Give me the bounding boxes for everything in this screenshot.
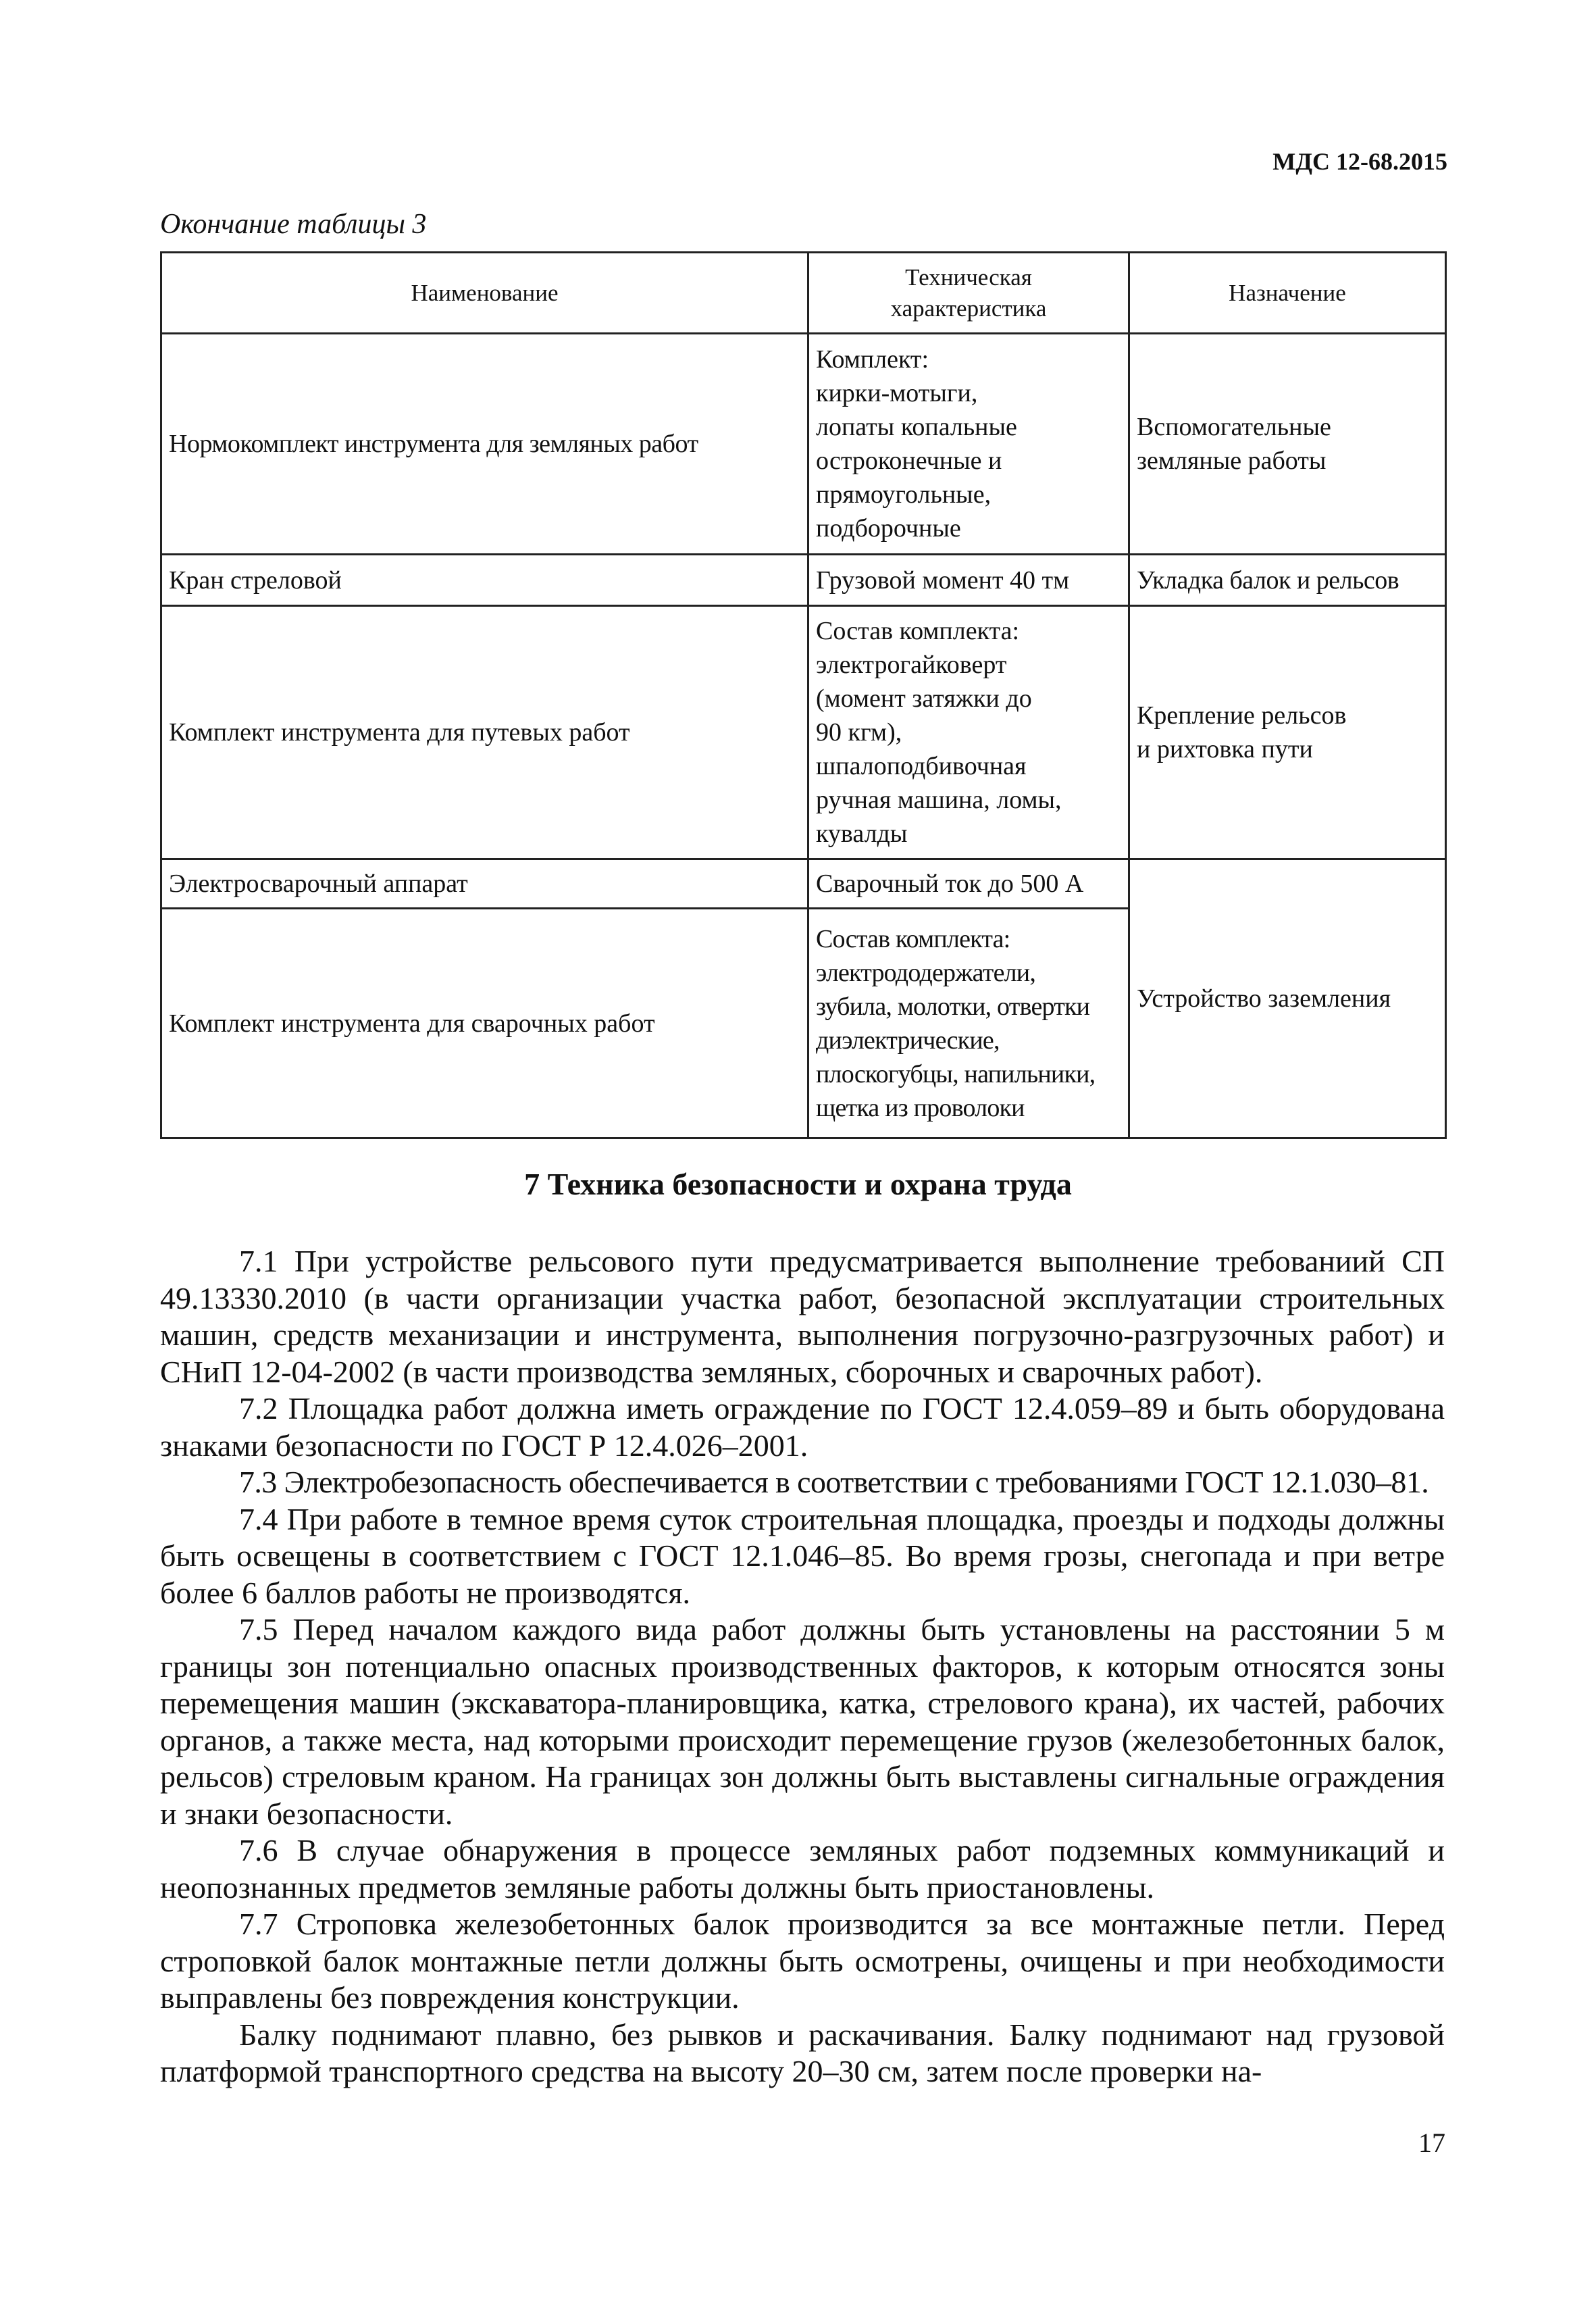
cell-spec: Состав комплекта: электрогайковерт (момент затяжки до 90 кгм), шпалоподбивочная ручная машина, ломы, кувалды — [808, 606, 1129, 859]
cell-purpose: Вспомогательные земляные работы — [1129, 334, 1446, 555]
table-row — [161, 606, 1446, 859]
cell-spec: Состав комплекта: электрододержатели, зубила, молотки, отвертки диэлектрические, плоскогубцы, напильники, щетка из проволоки — [808, 909, 1129, 1138]
section-body — [160, 1243, 1445, 2090]
paragraph-7-1: 7.1 При устройстве рельсового пути предусматривается выполнение требованиий СП 49.13330.2010 (в части организации участка работ, безопасной эксплуатации строительных машин, средств механизации и инструмента, выполнения погрузочно-разгрузочных работ) и СНиП 12-04-2002 (в части производства земляных, сборочных и сварочных работ). — [160, 1244, 1445, 1389]
paragraph-7-7-continued: Балку поднимают плавно, без рывков и раскачивания. Балку поднимают над грузовой платформой транспортного средства на высоту 20–30 см, затем после проверки на- — [160, 2017, 1445, 2088]
cell-name: Нормокомплект инструмента для земляных работ — [161, 334, 808, 555]
paragraph-7-3: 7.3 Электробезопасность обеспечивается в соответствии с требованиями ГОСТ 12.1.030–81. — [239, 1465, 1429, 1499]
cell-purpose: Крепление рельсов и рихтовка пути — [1129, 606, 1446, 859]
column-header-purpose: Назначение — [1129, 253, 1446, 334]
cell-name: Комплект инструмента для путевых работ — [161, 606, 808, 859]
paragraph-7-5: 7.5 Перед началом каждого вида работ должны быть установлены на расстоянии 5 м границы зон потенциально опасных производственных факторов, к которым относятся зоны перемещения машин (экскаватора-планировщика, катка, стрелового крана), их частей, рабочих органов, а также места, над которыми происходит перемещение грузов (железобетонных балок, рельсов) стреловым краном. На границах зон должны быть выставлены сигнальные ограждения и знаки безопасности. — [160, 1612, 1445, 1831]
cell-name: Электросварочный аппарат — [161, 859, 808, 909]
table-row — [161, 555, 1446, 606]
page-number: 17 — [1418, 2128, 1445, 2158]
table-row — [161, 859, 1446, 909]
cell-purpose: Укладка балок и рельсов — [1129, 555, 1446, 606]
column-header-spec: Техническая характеристика — [808, 253, 1129, 334]
cell-spec: Грузовой момент 40 тм — [808, 555, 1129, 606]
table-row — [161, 334, 1446, 555]
column-header-name: Наименование — [161, 253, 808, 334]
paragraph-7-7: 7.7 Строповка железобетонных балок производится за все монтажные петли. Перед строповкой балок монтажные петли должны быть осмотрены, очищены и при необходимости выправлены без повреждения конструкции. — [160, 1907, 1445, 2015]
section-title: 7 Техника безопасности и охрана труда — [524, 1167, 1072, 1201]
cell-purpose: Устройство заземления — [1129, 859, 1446, 1138]
paragraph-7-6: 7.6 В случае обнаружения в процессе земляных работ подземных коммуникаций и неопознанных предметов земляные работы должны быть приостановлены. — [160, 1833, 1445, 1905]
cell-spec: Сварочный ток до 500 А — [808, 859, 1129, 909]
table-caption: Окончание таблицы 3 — [160, 209, 427, 240]
cell-name: Комплект инструмента для сварочных работ — [161, 909, 808, 1138]
cell-name: Кран стреловой — [161, 555, 808, 606]
equipment-table — [160, 251, 1447, 1139]
table-header-row — [161, 253, 1446, 334]
document-code: МДС 12-68.2015 — [1272, 148, 1447, 175]
paragraph-7-2: 7.2 Площадка работ должна иметь ограждение по ГОСТ 12.4.059–89 и быть оборудована знаками безопасности по ГОСТ Р 12.4.026–2001. — [160, 1391, 1445, 1463]
cell-spec: Комплект: кирки-мотыги, лопаты копальные остроконечные и прямоугольные, подборочные — [808, 334, 1129, 555]
paragraph-7-4: 7.4 При работе в темное время суток строительная площадка, проезды и подходы должны быть освещены в соответствием с ГОСТ 12.1.046–85. Во время грозы, снегопада и при ветре более 6 баллов работы не производятся. — [160, 1501, 1445, 1610]
